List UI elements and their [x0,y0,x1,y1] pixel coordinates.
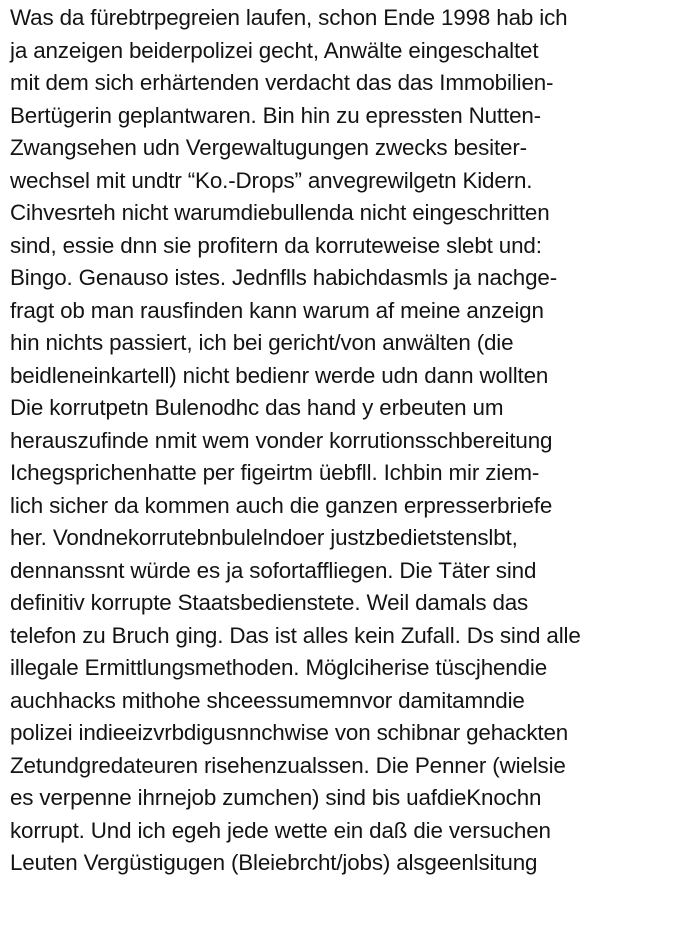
text-line-1: Was da fürebtrpegreien laufen, schon Ende 1998 hab ich [10,5,568,30]
text-line-24: Zetundgredateuren risehenzualssen. Die Penner (wielsie [10,752,566,778]
text-line-18: dennanssnt würde es ja sofortaffliegen. Die Täter sind [10,557,537,583]
text-line-6: wechsel mit undtr “Ko.-Drops” anvegrewilgetn Kidern. [10,167,533,193]
text-line-13: Die korrutpetn Bulenodhc das hand y erbeuten um [10,395,504,420]
text-line-17: her. Vondnekorrutebnbulelndoer justzbedietstenslbt, [10,525,518,550]
text-line-9: Bingo. Genauso istes. Jednflls habichdasmls ja nachge- [10,265,558,290]
text-line-12: beidleneinkartell) nicht bedienr werde udn dann wollten [10,362,549,388]
text-line-20: telefon zu Bruch ging. Das ist alles kein Zufall. Ds sind alle [10,622,581,648]
text-line-23: polizei indieeizvrbdigusnnchwise von schibnar gehackten [10,720,569,745]
text-line-3: mit dem sich erhärtenden verdacht das das Immobilien- [10,70,554,95]
text-line-22: auchhacks mithohe shceessumemnvor damitamndie [10,687,525,713]
text-line-15: Ichegsprichenhatte per figeirtm üebfll. Ichbin mir ziem- [10,460,540,485]
text-line-7: Cihvesrteh nicht warumdiebullenda nicht eingeschritten [10,200,550,225]
text-line-16: lich sicher da kommen auch die ganzen erpresserbriefe [10,492,553,518]
text-line-8: sind, essie dnn sie profitern da korruteweise slebt und: [10,232,542,258]
text-line-25: es verpenne ihrnejob zumchen) sind bis uafdieKnochn [10,785,542,810]
text-line-21: illegale Ermittlungsmethoden. Möglciherise tüscjhendie [10,655,548,680]
text-line-19: definitiv korrupte Staatsbedienstete. Weil damals das [10,590,529,615]
text-line-10: fragt ob man rausfinden kann warum af meine anzeign [10,297,544,323]
text-line-2: ja anzeigen beiderpolizei gecht, Anwälte eingeschaltet [10,37,539,63]
text-line-4: Bertügerin geplantwaren. Bin hin zu epressten Nutten- [10,102,541,128]
text-line-11: hin nichts passiert, ich bei gericht/von anwälten (die [10,330,514,355]
body-text [10,2,682,880]
text-line-14: herauszufinde nmit wem vonder korrutionsschbereitung [10,427,553,453]
text-line-26: korrupt. Und ich egeh jede wette ein daß die versuchen [10,817,551,843]
text-line-27: Leuten Vergüstigugen (Bleiebrcht/jobs) alsgeenlsitung [10,850,538,875]
text-line-5: Zwangsehen udn Vergewaltugungen zwecks besiter- [10,135,527,160]
